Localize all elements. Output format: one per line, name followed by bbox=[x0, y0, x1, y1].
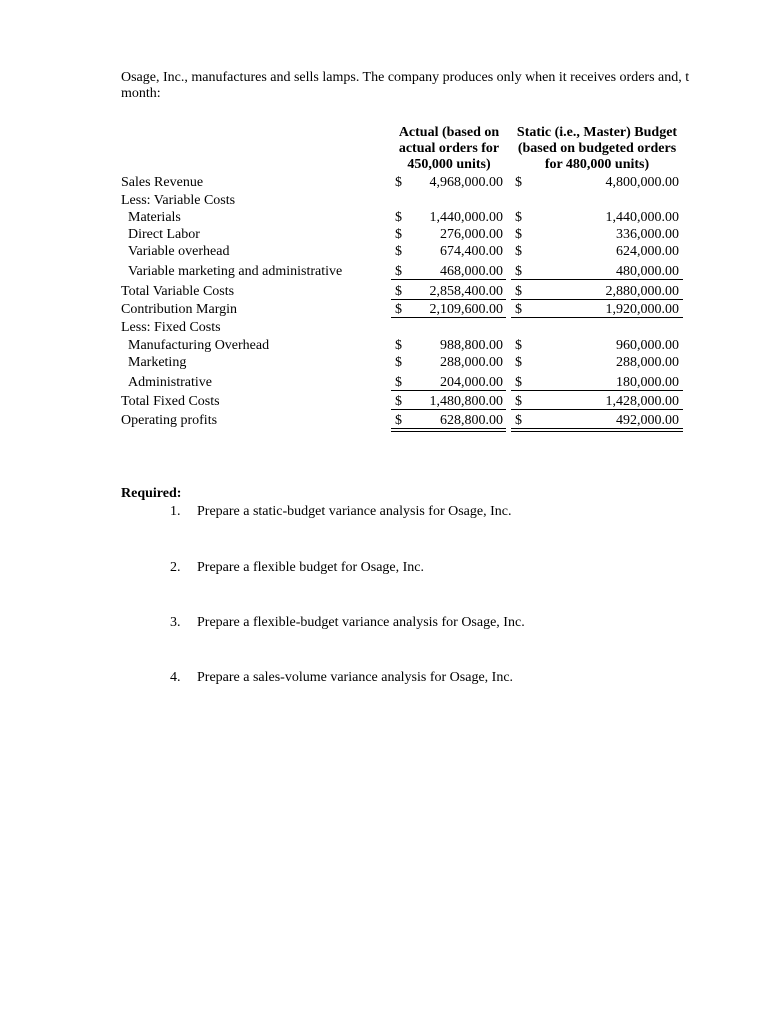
actual-value: 674,400.00 bbox=[440, 244, 503, 259]
static-value: 480,000.00 bbox=[616, 264, 679, 279]
dollar-sign: $ bbox=[395, 175, 402, 190]
row-operating-profits bbox=[0, 412, 768, 430]
static-value: 960,000.00 bbox=[616, 338, 679, 353]
row-label: Total Fixed Costs bbox=[121, 394, 220, 409]
underline bbox=[511, 317, 683, 318]
actual-value: 4,968,000.00 bbox=[429, 175, 503, 190]
underline bbox=[391, 409, 506, 410]
required-item-number: 1. bbox=[170, 504, 181, 519]
row-label: Contribution Margin bbox=[121, 302, 238, 317]
intro-paragraph bbox=[121, 70, 768, 102]
actual-value: 2,109,600.00 bbox=[429, 302, 503, 317]
row-manufacturing-overhead bbox=[0, 337, 768, 355]
required-item-text: Prepare a flexible-budget variance analysis for Osage, Inc. bbox=[197, 615, 525, 630]
actual-value: 1,440,000.00 bbox=[429, 210, 503, 225]
header-static-line-3: for 480,000 units) bbox=[544, 157, 650, 172]
row-label: Direct Labor bbox=[128, 227, 200, 242]
static-value: 492,000.00 bbox=[616, 413, 679, 428]
static-value: 624,000.00 bbox=[616, 244, 679, 259]
actual-value: 988,800.00 bbox=[440, 338, 503, 353]
row-label: Sales Revenue bbox=[121, 175, 204, 190]
row-label: Less: Fixed Costs bbox=[121, 320, 221, 335]
dollar-sign: $ bbox=[395, 338, 402, 353]
dollar-sign: $ bbox=[395, 375, 402, 390]
dollar-sign: $ bbox=[395, 355, 402, 370]
static-value: 180,000.00 bbox=[616, 375, 679, 390]
row-label: Manufacturing Overhead bbox=[128, 338, 270, 353]
row-label: Total Variable Costs bbox=[121, 284, 235, 299]
row-label: Marketing bbox=[128, 355, 187, 370]
row-direct-labor bbox=[0, 226, 768, 244]
actual-value: 204,000.00 bbox=[440, 375, 503, 390]
row-contribution-margin bbox=[0, 301, 768, 319]
row-label: Operating profits bbox=[121, 413, 218, 428]
dollar-sign: $ bbox=[515, 284, 522, 299]
actual-value: 276,000.00 bbox=[440, 227, 503, 242]
required-item-number: 3. bbox=[170, 615, 181, 630]
row-total-fixed-costs bbox=[0, 393, 768, 411]
row-label: Administrative bbox=[128, 375, 212, 390]
row-marketing bbox=[0, 354, 768, 372]
dollar-sign: $ bbox=[395, 394, 402, 409]
dollar-sign: $ bbox=[515, 210, 522, 225]
dollar-sign: $ bbox=[515, 244, 522, 259]
row-variable-overhead bbox=[0, 243, 768, 261]
row-less-fixed-costs bbox=[0, 319, 768, 337]
underline bbox=[391, 317, 506, 318]
static-value: 2,880,000.00 bbox=[605, 284, 679, 299]
required-item-text: Prepare a sales-volume variance analysis for Osage, Inc. bbox=[197, 670, 514, 685]
row-less-variable-costs bbox=[0, 192, 768, 210]
dollar-sign: $ bbox=[515, 227, 522, 242]
header-actual-line-2: actual orders for bbox=[398, 141, 500, 156]
row-label: Variable marketing and administrative bbox=[128, 264, 343, 279]
row-administrative bbox=[0, 374, 768, 392]
intro-line-2: month: bbox=[121, 86, 161, 101]
actual-value: 628,800.00 bbox=[440, 413, 503, 428]
static-value: 336,000.00 bbox=[616, 227, 679, 242]
static-value: 1,920,000.00 bbox=[605, 302, 679, 317]
actual-value: 288,000.00 bbox=[440, 355, 503, 370]
actual-value: 468,000.00 bbox=[440, 264, 503, 279]
dollar-sign: $ bbox=[515, 375, 522, 390]
dollar-sign: $ bbox=[515, 413, 522, 428]
dollar-sign: $ bbox=[395, 244, 402, 259]
double-underline bbox=[391, 428, 506, 432]
static-value: 4,800,000.00 bbox=[605, 175, 679, 190]
row-label: Materials bbox=[128, 210, 181, 225]
dollar-sign: $ bbox=[515, 302, 522, 317]
dollar-sign: $ bbox=[395, 227, 402, 242]
dollar-sign: $ bbox=[515, 355, 522, 370]
underline bbox=[391, 279, 506, 280]
dollar-sign: $ bbox=[395, 210, 402, 225]
row-total-variable-costs bbox=[0, 283, 768, 301]
underline bbox=[511, 299, 683, 300]
row-label: Less: Variable Costs bbox=[121, 193, 236, 208]
actual-value: 1,480,800.00 bbox=[429, 394, 503, 409]
row-label: Variable overhead bbox=[128, 244, 230, 259]
header-actual-line-1: Actual (based on bbox=[398, 125, 500, 140]
actual-value: 2,858,400.00 bbox=[429, 284, 503, 299]
static-value: 1,440,000.00 bbox=[605, 210, 679, 225]
dollar-sign: $ bbox=[395, 302, 402, 317]
underline bbox=[391, 299, 506, 300]
required-item-text: Prepare a static-budget variance analysis for Osage, Inc. bbox=[197, 504, 512, 519]
static-value: 288,000.00 bbox=[616, 355, 679, 370]
row-materials bbox=[0, 209, 768, 227]
underline bbox=[511, 409, 683, 410]
required-item-number: 2. bbox=[170, 560, 181, 575]
double-underline bbox=[511, 428, 683, 432]
required-item-number: 4. bbox=[170, 670, 181, 685]
dollar-sign: $ bbox=[395, 284, 402, 299]
dollar-sign: $ bbox=[515, 338, 522, 353]
dollar-sign: $ bbox=[395, 264, 402, 279]
underline bbox=[511, 279, 683, 280]
row-variable-marketing-administrative bbox=[0, 263, 768, 281]
dollar-sign: $ bbox=[515, 264, 522, 279]
dollar-sign: $ bbox=[395, 413, 402, 428]
header-static bbox=[512, 125, 682, 173]
underline bbox=[391, 390, 506, 391]
header-actual bbox=[393, 125, 505, 173]
underline bbox=[511, 390, 683, 391]
row-sales-revenue bbox=[0, 174, 768, 192]
intro-line-1: Osage, Inc., manufactures and sells lamps. The company produces only when it receives orders and, t bbox=[121, 70, 690, 85]
required-title: Required: bbox=[121, 486, 182, 501]
static-value: 1,428,000.00 bbox=[605, 394, 679, 409]
header-actual-line-3: 450,000 units) bbox=[407, 157, 491, 172]
dollar-sign: $ bbox=[515, 394, 522, 409]
header-static-line-1: Static (i.e., Master) Budget bbox=[516, 125, 678, 140]
header-static-line-2: (based on budgeted orders bbox=[517, 141, 677, 156]
required-item-text: Prepare a flexible budget for Osage, Inc. bbox=[197, 560, 425, 575]
dollar-sign: $ bbox=[515, 175, 522, 190]
